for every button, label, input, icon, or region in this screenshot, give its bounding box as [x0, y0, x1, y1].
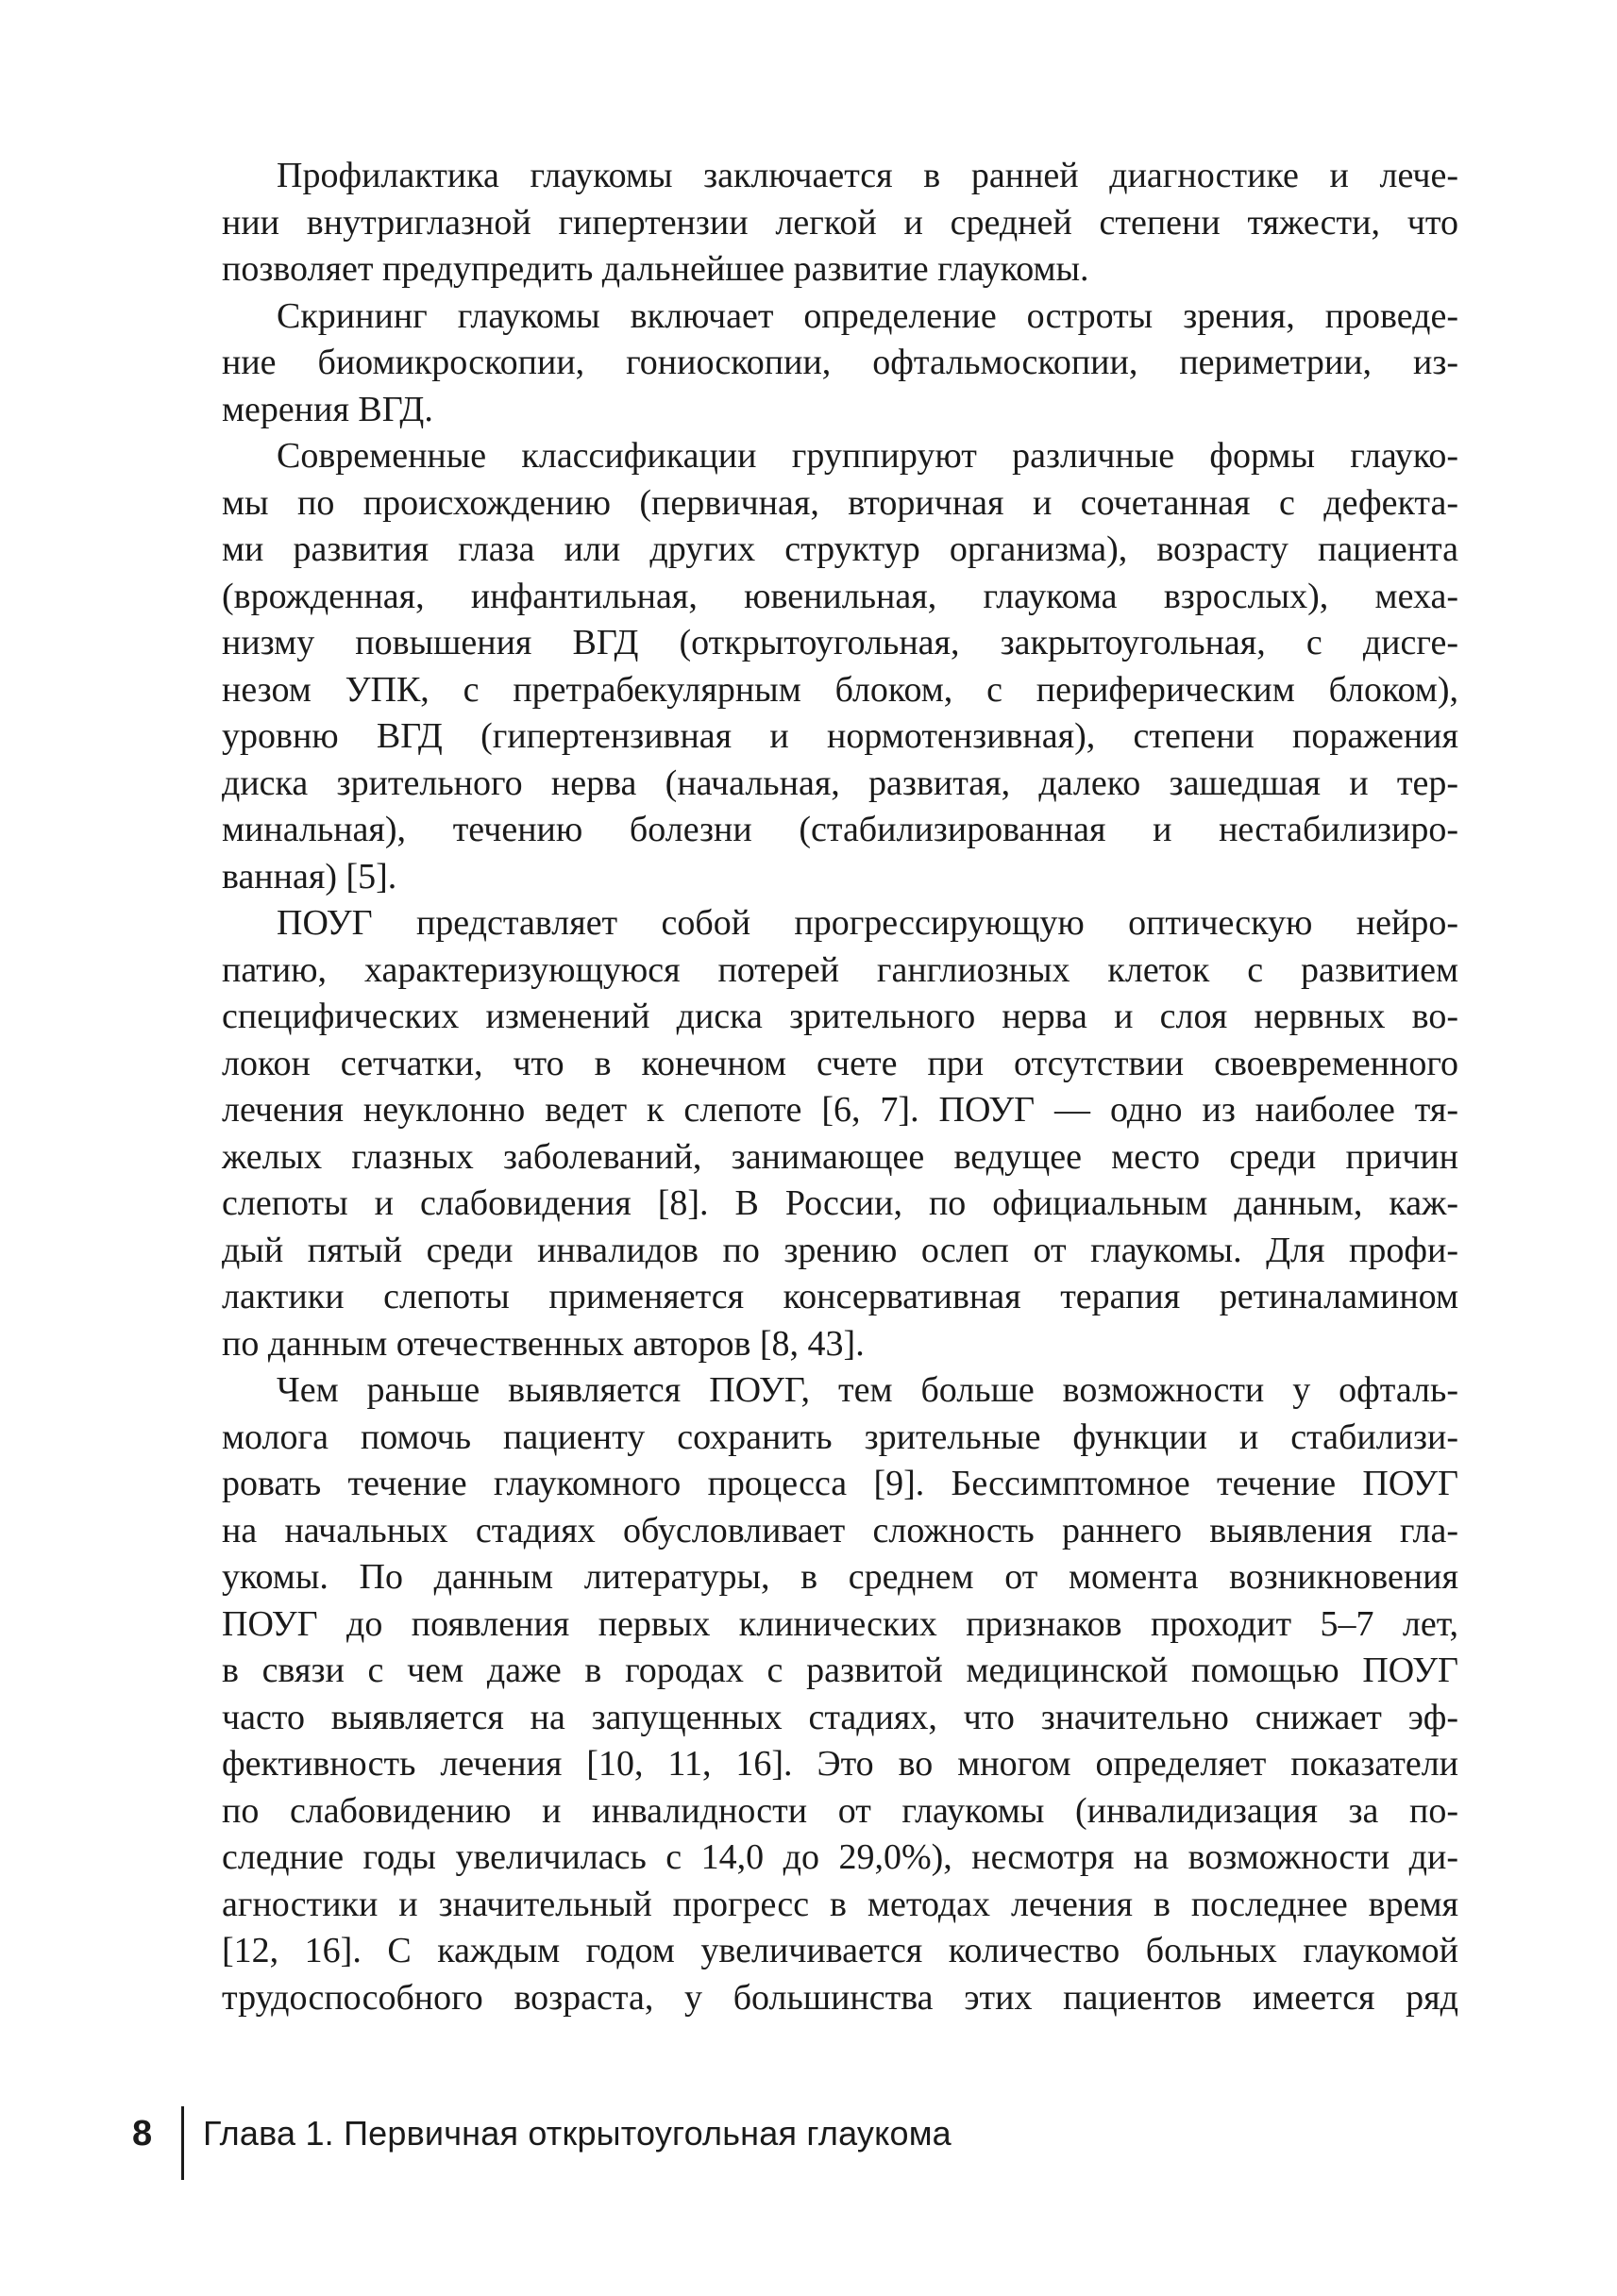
- text-line: фективность лечения [10, 11, 16]. Это во многом определяет показатели: [222, 1744, 1458, 1784]
- text-line: незом УПК, с претрабекулярным блоком, с периферическим блоком),: [222, 669, 1458, 710]
- text-line: диска зрительного нерва (начальная, развитая, далеко зашедшая и тер-: [222, 763, 1458, 803]
- text-line: укомы. По данным литературы, в среднем от момента возникновения: [222, 1557, 1458, 1597]
- paragraph: [222, 1367, 1458, 2021]
- text-line: Современные классификации группируют различные формы глауко-: [277, 436, 1458, 476]
- text-line: мы по происхождению (первичная, вторичная и сочетанная с дефекта-: [222, 482, 1458, 523]
- text-line: (врожденная, инфантильная, ювенильная, глаукома взрослых), меха-: [222, 576, 1458, 616]
- page-number: 8: [132, 2114, 153, 2154]
- text-line: патию, характеризующуюся потерей ганглиозных клеток с развитием: [222, 949, 1458, 990]
- text-line: ванная) [5].: [222, 856, 397, 897]
- text-line: нии внутриглазной гипертензии легкой и средней степени тяжести, что: [222, 202, 1458, 243]
- text-line: ровать течение глаукомного процесса [9]. Бессимптомное течение ПОУГ: [222, 1464, 1458, 1503]
- text-line: ние биомикроскопии, гониоскопии, офтальмоскопии, периметрии, из-: [222, 343, 1458, 382]
- text-line: дый пятый среди инвалидов по зрению ослеп от глаукомы. Для профи-: [222, 1230, 1458, 1270]
- paragraph: [222, 433, 1458, 900]
- paragraph: [222, 293, 1458, 434]
- text-line: желых глазных заболеваний, занимающее ведущее место среди причин: [222, 1136, 1458, 1177]
- text-line: Скрининг глаукомы включает определение остроты зрения, проведе-: [277, 295, 1458, 336]
- text-line: специфических изменений диска зрительного нерва и слоя нервных во-: [222, 997, 1458, 1036]
- text-line: следние годы увеличилась с 14,0 до 29,0%), несмотря на возможности ди-: [222, 1837, 1458, 1877]
- text-line: по данным отечественных авторов [8, 43].: [222, 1323, 865, 1364]
- text-line: локон сетчатки, что в конечном счете при отсутствии своевременного: [222, 1043, 1458, 1083]
- text-line: трудоспособного возраста, у большинства этих пациентов имеется ряд: [222, 1977, 1458, 2018]
- page-footer: [132, 2106, 952, 2201]
- text-line: позволяет предупредить дальнейшее развитие глаукомы.: [222, 249, 1089, 289]
- body-text: [222, 153, 1458, 2021]
- text-line: мерения ВГД.: [222, 389, 433, 429]
- text-line: в связи с чем даже в городах с развитой медицинской помощью ПОУГ: [222, 1651, 1458, 1690]
- text-line: Профилактика глаукомы заключается в ранней диагностике и лече-: [277, 156, 1458, 195]
- text-line: низму повышения ВГД (открытоугольная, закрытоугольная, с дисге-: [222, 623, 1458, 662]
- text-line: лечения неуклонно ведет к слепоте [6, 7]. ПОУГ — одно из наиболее тя-: [222, 1090, 1458, 1130]
- text-line: молога помочь пациенту сохранить зрительные функции и стабилизи-: [222, 1416, 1458, 1457]
- text-line: слепоты и слабовидения [8]. В России, по официальным данным, каж-: [222, 1183, 1458, 1223]
- text-line: [12, 16]. С каждым годом увеличивается количество больных глаукомой: [222, 1931, 1458, 1970]
- text-line: агностики и значительный прогресс в методах лечения в последнее время: [222, 1884, 1458, 1924]
- text-line: часто выявляется на запущенных стадиях, что значительно снижает эф-: [222, 1697, 1458, 1737]
- paragraph: [222, 900, 1458, 1367]
- text-line: по слабовидению и инвалидности от глаукомы (инвалидизация за по-: [222, 1790, 1458, 1831]
- text-line: ПОУГ до появления первых клинических признаков проходит 5–7 лет,: [222, 1603, 1458, 1644]
- text-line: на начальных стадиях обусловливает сложность раннего выявления гла-: [222, 1510, 1458, 1550]
- text-line: минальная), течению болезни (стабилизированная и нестабилизиро-: [222, 810, 1458, 849]
- text-line: Чем раньше выявляется ПОУГ, тем больше возможности у офталь-: [277, 1370, 1458, 1410]
- running-chapter-title: Глава 1. Первичная открытоугольная глаукома: [203, 2114, 952, 2153]
- footer-divider: [181, 2106, 184, 2180]
- text-line: уровню ВГД (гипертензивная и нормотензивная), степени поражения: [222, 716, 1458, 756]
- text-line: ПОУГ представляет собой прогрессирующую оптическую нейро-: [277, 903, 1458, 943]
- text-line: ми развития глаза или других структур организма), возрасту пациента: [222, 529, 1458, 569]
- text-line: лактики слепоты применяется консервативная терапия ретиналамином: [222, 1277, 1458, 1316]
- paragraph: [222, 153, 1458, 293]
